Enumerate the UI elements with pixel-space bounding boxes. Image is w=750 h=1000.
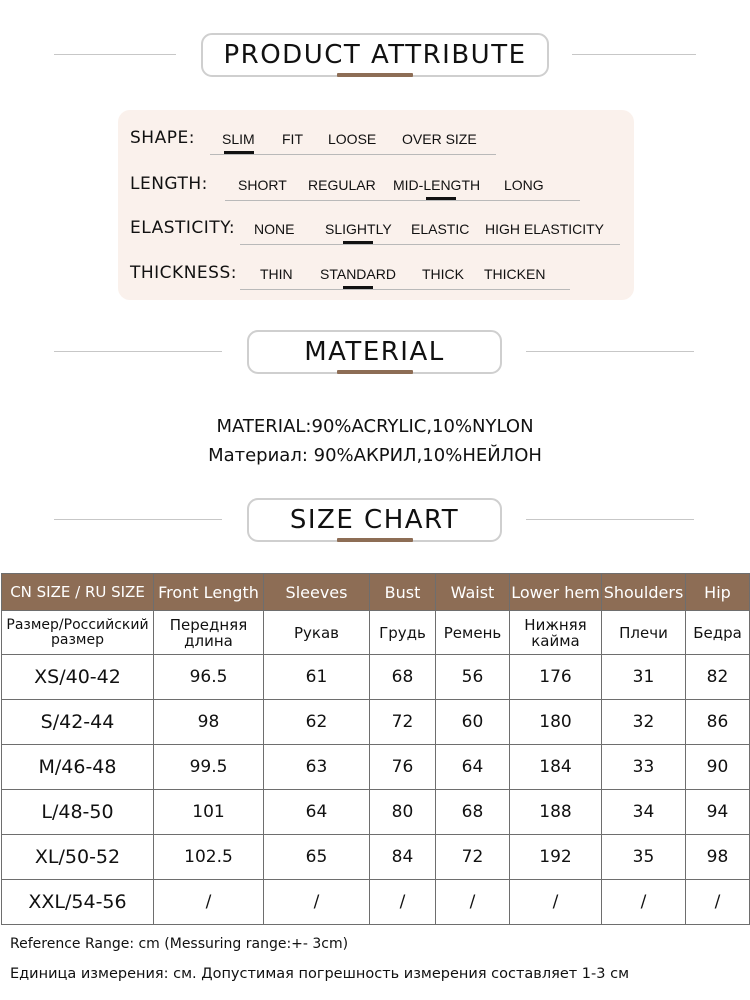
attr-label-elasticity: ELASTICITY:: [130, 218, 236, 238]
table-cell: 94: [686, 790, 750, 835]
table-cell: 60: [436, 700, 510, 745]
column-header: Bust: [370, 574, 436, 611]
title-accent-bar: [337, 73, 413, 77]
selected-marker: [426, 197, 456, 200]
attr-option: SLIM: [222, 131, 255, 147]
size-chart-title-pill: [247, 498, 502, 542]
table-cell: 61: [264, 655, 370, 700]
product-attribute-title-pill: [201, 33, 549, 77]
attr-option: FIT: [282, 131, 303, 147]
table-row: [2, 790, 750, 835]
product-attribute-title: PRODUCT ATTRIBUTE: [223, 40, 527, 70]
table-cell: 84: [370, 835, 436, 880]
table-cell: 188: [510, 790, 602, 835]
column-header: CN SIZE / RU SIZE: [2, 574, 154, 611]
attr-options-thickness: [240, 266, 570, 290]
table-cell: 65: [264, 835, 370, 880]
column-header: Waist: [436, 574, 510, 611]
selected-marker: [343, 286, 373, 289]
attr-options-length: [225, 177, 580, 201]
table-cell: 62: [264, 700, 370, 745]
table-cell: /: [510, 880, 602, 925]
reference-range-note: Reference Range: cm (Messuring range:+- 3cm): [10, 936, 349, 952]
table-cell: XL/50-52: [2, 835, 154, 880]
divider-left: [54, 351, 222, 352]
column-header: Front Length: [154, 574, 264, 611]
material-title-pill: [247, 330, 502, 374]
table-cell: 63: [264, 745, 370, 790]
column-header: Sleeves: [264, 574, 370, 611]
material-heading: [0, 330, 750, 374]
table-cell: 180: [510, 700, 602, 745]
column-header: Shoulders: [602, 574, 686, 611]
table-row: [2, 655, 750, 700]
divider-left: [54, 519, 222, 520]
attr-row-thickness: [118, 253, 634, 293]
material-ru: Материал: 90%АКРИЛ,10%НЕЙЛОН: [208, 445, 542, 466]
divider-right: [526, 519, 694, 520]
attr-option: HIGH ELASTICITY: [485, 221, 605, 237]
product-attribute-heading: [0, 33, 750, 77]
table-cell: 31: [602, 655, 686, 700]
attr-option: LONG: [504, 177, 544, 193]
title-accent-bar: [337, 538, 413, 542]
column-header: Lower hem: [510, 574, 602, 611]
table-cell: /: [370, 880, 436, 925]
table-cell: 192: [510, 835, 602, 880]
divider-left: [54, 54, 176, 55]
table-cell: 99.5: [154, 745, 264, 790]
column-header-ru: Плечи: [602, 611, 686, 655]
attr-row-shape: [118, 118, 634, 158]
table-cell: 176: [510, 655, 602, 700]
attr-options-shape: [210, 131, 496, 155]
attr-option: STANDARD: [320, 266, 396, 282]
attr-options-elasticity: [240, 221, 620, 245]
column-header: Hip: [686, 574, 750, 611]
table-cell: 64: [436, 745, 510, 790]
title-accent-bar: [337, 370, 413, 374]
header-row-ru: [2, 611, 750, 655]
table-cell: /: [264, 880, 370, 925]
table-row: [2, 835, 750, 880]
table-cell: /: [602, 880, 686, 925]
attribute-panel: [118, 110, 634, 300]
table-cell: 33: [602, 745, 686, 790]
table-cell: 98: [686, 835, 750, 880]
measurement-note-ru: Единица измерения: см. Допустимая погрешность измерения составляет 1-3 см: [10, 966, 630, 982]
table-cell: 72: [436, 835, 510, 880]
table-row: [2, 700, 750, 745]
attr-option: SHORT: [238, 177, 287, 193]
table-cell: 184: [510, 745, 602, 790]
attr-option: OVER SIZE: [402, 131, 477, 147]
table-cell: /: [686, 880, 750, 925]
table-cell: M/46-48: [2, 745, 154, 790]
attr-row-length: [118, 164, 634, 204]
column-header-ru: Ремень: [436, 611, 510, 655]
table-cell: 76: [370, 745, 436, 790]
table-cell: 90: [686, 745, 750, 790]
table-cell: 80: [370, 790, 436, 835]
attr-label-length: LENGTH:: [130, 174, 208, 194]
attr-label-thickness: THICKNESS:: [130, 263, 237, 283]
attr-option: THICK: [422, 266, 464, 282]
table-cell: 72: [370, 700, 436, 745]
attr-option: THIN: [260, 266, 293, 282]
table-row: [2, 880, 750, 925]
table-cell: 64: [264, 790, 370, 835]
table-cell: 82: [686, 655, 750, 700]
attr-option: THICKEN: [484, 266, 546, 282]
material-title: MATERIAL: [304, 337, 445, 367]
column-header-ru: Нижняя кайма: [510, 611, 602, 655]
table-cell: 32: [602, 700, 686, 745]
size-chart-title: SIZE CHART: [289, 505, 460, 535]
column-header-ru: Размер/Российский размер: [2, 611, 154, 655]
table-cell: L/48-50: [2, 790, 154, 835]
table-cell: 101: [154, 790, 264, 835]
table-cell: 96.5: [154, 655, 264, 700]
table-cell: XS/40-42: [2, 655, 154, 700]
column-header-ru: Грудь: [370, 611, 436, 655]
selected-marker: [343, 241, 373, 244]
size-chart-heading: [0, 498, 750, 542]
column-header-ru: Рукав: [264, 611, 370, 655]
table-cell: 35: [602, 835, 686, 880]
attr-option: MID-LENGTH: [393, 177, 481, 193]
table-cell: 68: [370, 655, 436, 700]
header-row-en: [2, 574, 750, 611]
attr-option: LOOSE: [328, 131, 377, 147]
attr-row-elasticity: [118, 208, 634, 248]
selected-marker: [224, 151, 254, 154]
table-cell: 102.5: [154, 835, 264, 880]
material-en: MATERIAL:90%ACRYLIC,10%NYLON: [216, 416, 534, 437]
table-cell: XXL/54-56: [2, 880, 154, 925]
table-cell: /: [154, 880, 264, 925]
table-cell: 56: [436, 655, 510, 700]
divider-right: [572, 54, 696, 55]
table-cell: /: [436, 880, 510, 925]
table-cell: 68: [436, 790, 510, 835]
size-chart-table: [1, 573, 750, 925]
divider-right: [526, 351, 694, 352]
column-header-ru: Передняя длина: [154, 611, 264, 655]
table-cell: S/42-44: [2, 700, 154, 745]
attr-option: SLIGHTLY: [325, 221, 392, 237]
table-cell: 34: [602, 790, 686, 835]
table-cell: 98: [154, 700, 264, 745]
attr-label-shape: SHAPE:: [130, 128, 195, 148]
column-header-ru: Бедра: [686, 611, 750, 655]
attr-option: REGULAR: [308, 177, 376, 193]
attr-option: NONE: [254, 221, 295, 237]
attr-option: ELASTIC: [411, 221, 470, 237]
table-cell: 86: [686, 700, 750, 745]
table-row: [2, 745, 750, 790]
